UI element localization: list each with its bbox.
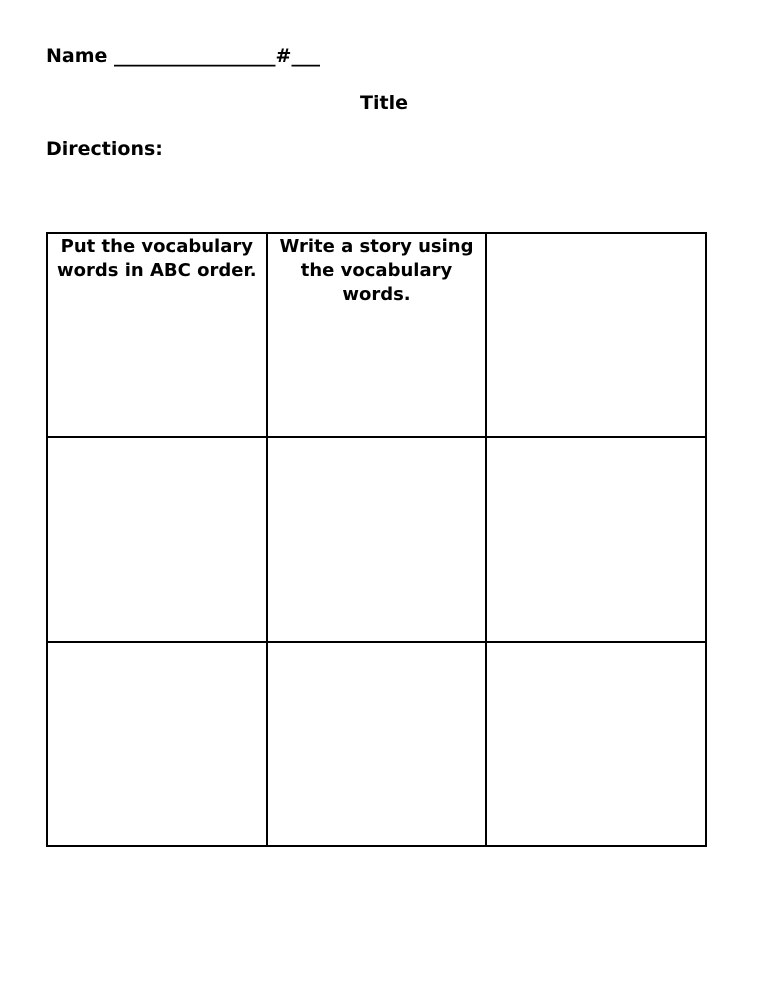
grid-row: [47, 233, 706, 437]
grid-cell: Put the vocabulary words in ABC order.: [47, 233, 267, 437]
page-title: Title: [360, 92, 408, 114]
directions-label: Directions:: [46, 138, 163, 160]
grid-cell: [267, 437, 487, 641]
grid-row: [47, 437, 706, 641]
name-number-line: Name _________________#___: [46, 45, 320, 67]
grid-cell: [486, 437, 706, 641]
grid-cell: Write a story using the vocabulary words.: [267, 233, 487, 437]
grid-row: [47, 642, 706, 846]
grid-cell: [47, 642, 267, 846]
grid-cell: [267, 642, 487, 846]
activity-grid: [46, 232, 707, 847]
grid-cell: [47, 437, 267, 641]
grid-cell: [486, 233, 706, 437]
grid-cell: [486, 642, 706, 846]
